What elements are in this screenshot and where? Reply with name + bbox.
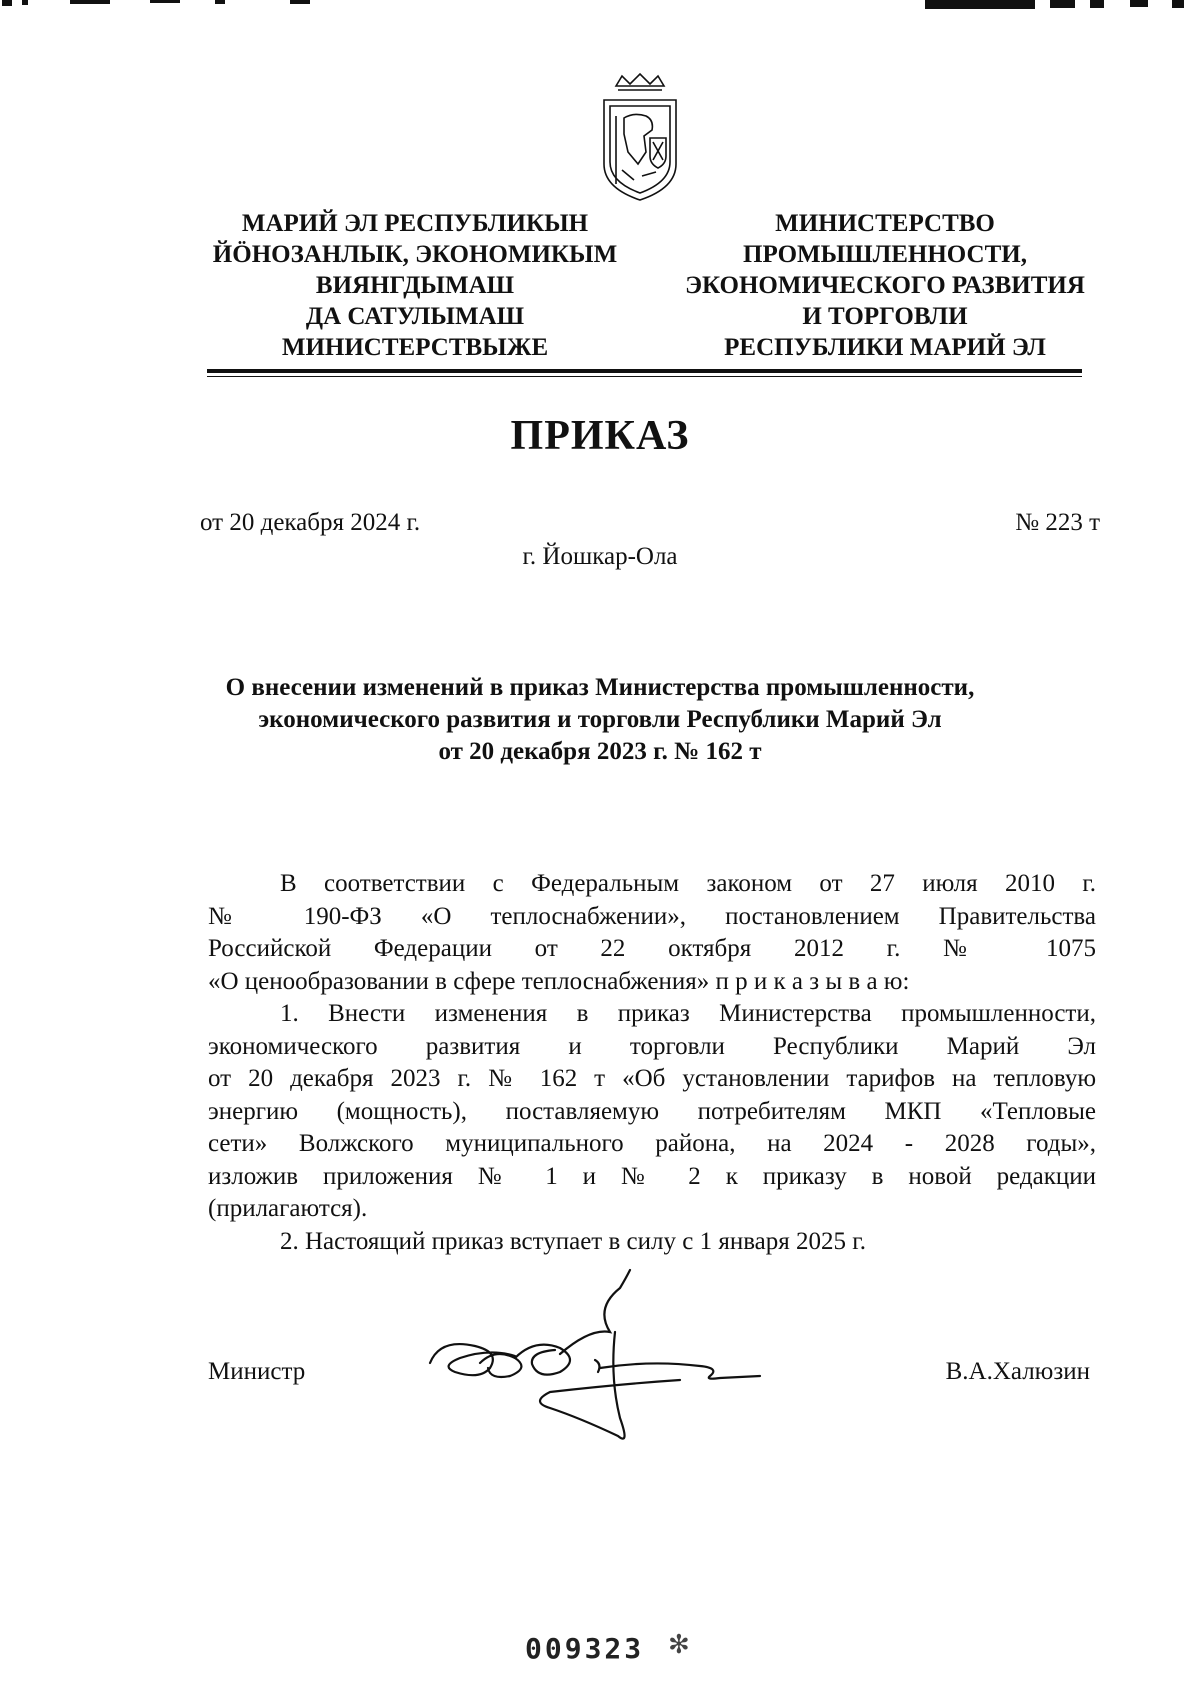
scan-edge-marks [0, 0, 1200, 14]
body-line: 2. Настоящий приказ вступает в силу с 1 января 2025 г. [280, 1227, 866, 1255]
document-city: г. Йошкар-Ола [522, 543, 678, 570]
coat-of-arms-emblem [594, 72, 686, 204]
subject-line: О внесении изменений в приказ Министерства промышленности, [225, 674, 975, 701]
body-line: В соответствии с Федеральным законом от 27 июля 2010 г. [280, 870, 1096, 897]
body-line: (прилагаются). [208, 1195, 368, 1222]
header-left-line: МИНИСТЕРСТВЫЖЕ [281, 334, 549, 361]
body-line: 1. Внести изменения в приказ Министерства промышленности, [280, 1000, 1096, 1027]
header-right-line: ЭКОНОМИЧЕСКОГО РАЗВИТИЯ [685, 272, 1085, 299]
body-line: от 20 декабря 2023 г. № 162 т «Об установлении тарифов на тепловую [208, 1065, 1096, 1092]
subject-line: экономического развития и торговли Республики Марий Эл [258, 706, 942, 733]
body-line: «О ценообразовании в сфере теплоснабжения» п р и к а з ы в а ю: [208, 967, 910, 995]
document-title: ПРИКАЗ [510, 413, 690, 459]
document-body [208, 868, 1096, 1258]
body-line: энергию (мощность), поставляемую потребителям МКП «Тепловые [208, 1097, 1096, 1125]
handwritten-signature [420, 1268, 840, 1448]
document-date: от 20 декабря 2024 г. [200, 509, 421, 536]
header-left-line: ЙӦНОЗАНЛЫК, ЭКОНОМИКЫМ [212, 241, 618, 268]
header-divider-thin [207, 376, 1082, 377]
header-right-block [665, 208, 1105, 363]
body-line: сети» Волжского муниципального района, на 2024 - 2028 годы», [208, 1130, 1096, 1157]
asterisk-icon: ✻ [668, 1630, 690, 1659]
date-number-line [200, 509, 1100, 537]
header-right-line: МИНИСТЕРСТВО [775, 210, 995, 237]
header-right-line: РЕСПУБЛИКИ МАРИЙ ЭЛ [724, 334, 1046, 361]
header-left-block [195, 208, 635, 363]
signatory-role: Министр [208, 1358, 306, 1385]
header-right-line: ПРОМЫШЛЕННОСТИ, [743, 241, 1027, 268]
body-line: № 190-ФЗ «О теплоснабжении», постановлением Правительства [208, 902, 1096, 930]
subject-line: от 20 декабря 2023 г. № 162 т [438, 738, 762, 765]
header-divider-thick [207, 369, 1082, 373]
header-left-line: ВИЯНГДЫМАШ [315, 272, 515, 299]
header-right-line: И ТОРГОВЛИ [802, 303, 968, 330]
body-line: изложив приложения № 1 и № 2 к приказу в новой редакции [208, 1162, 1096, 1190]
header-left-line: ДА САТУЛЫМАШ [305, 303, 525, 330]
document-number: № 223 т [1015, 509, 1100, 536]
signatory-name: В.А.Халюзин [945, 1358, 1090, 1385]
body-line: Российской Федерации от 22 октября 2012 г. № 1075 [208, 935, 1096, 962]
form-serial-number: 009323 [525, 1632, 645, 1665]
header-left-line: МАРИЙ ЭЛ РЕСПУБЛИКЫН [241, 210, 589, 237]
body-line: экономического развития и торговли Республики Марий Эл [208, 1032, 1096, 1060]
document-subject [150, 672, 1050, 768]
